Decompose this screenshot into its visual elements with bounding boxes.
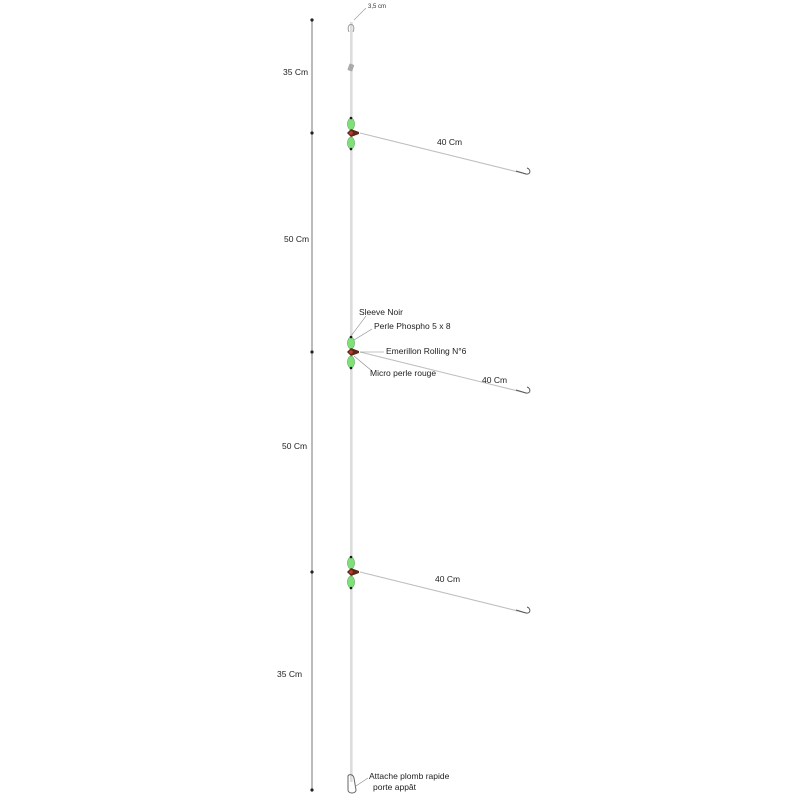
micro-bead	[350, 148, 353, 151]
dropper-group-3	[347, 556, 530, 613]
segment-label-1: 35 Cm	[283, 67, 309, 77]
hook-icon	[516, 607, 530, 613]
label-emerillon: Emerillon Rolling N°6	[386, 346, 467, 356]
dropper-label-1: 40 Cm	[437, 137, 463, 147]
micro-perle-rouge	[349, 131, 353, 135]
label-attache-plomb: Attache plomb rapide	[369, 771, 450, 781]
hook-icon	[516, 387, 530, 393]
swivel-icon	[347, 129, 359, 137]
micro-bead	[350, 367, 353, 370]
callout-sleeve	[351, 316, 366, 336]
micro-bead	[350, 336, 353, 339]
swivel-icon	[347, 568, 359, 576]
segment-label-4: 35 Cm	[277, 669, 303, 679]
callout-bead	[354, 329, 372, 340]
segment-label-3: 50 Cm	[282, 441, 308, 451]
top-loop-label: 3,5 cm	[368, 4, 387, 10]
micro-perle-rouge	[349, 350, 353, 354]
phospho-bead	[347, 576, 354, 588]
hook-icon	[516, 168, 530, 174]
phospho-bead	[347, 118, 354, 130]
lead-snap-icon	[348, 775, 356, 793]
phospho-bead	[347, 356, 354, 368]
micro-perle-rouge	[349, 570, 353, 574]
phospho-bead	[347, 137, 354, 149]
swivel-icon	[347, 348, 359, 356]
dimension-tick-3	[310, 570, 313, 573]
dropper-label-2: 40 Cm	[482, 375, 508, 385]
dropper-label-3: 40 Cm	[435, 574, 461, 584]
lead-snap-group	[348, 771, 450, 793]
micro-bead	[350, 556, 353, 559]
top-crimp-sleeve	[347, 63, 354, 71]
micro-bead	[350, 117, 353, 120]
dimension-tick-bottom	[310, 788, 313, 791]
label-sleeve-noir: Sleeve Noir	[359, 307, 403, 317]
callout-snap	[356, 778, 368, 786]
phospho-bead	[347, 337, 354, 349]
dimension-tick-2	[310, 350, 313, 353]
phospho-bead	[347, 557, 354, 569]
dimension-tick-top	[310, 18, 313, 21]
label-micro-perle: Micro perle rouge	[370, 368, 437, 378]
dropper-group-1	[347, 117, 530, 174]
micro-bead	[350, 587, 353, 590]
dimension-tick-1	[310, 131, 313, 134]
label-porte-appat: porte appât	[373, 782, 417, 792]
label-perle-phospho: Perle Phospho 5 x 8	[374, 321, 451, 331]
dropper-group-2	[347, 307, 530, 393]
top-loop-leader	[354, 8, 366, 20]
segment-label-2: 50 Cm	[284, 234, 310, 244]
